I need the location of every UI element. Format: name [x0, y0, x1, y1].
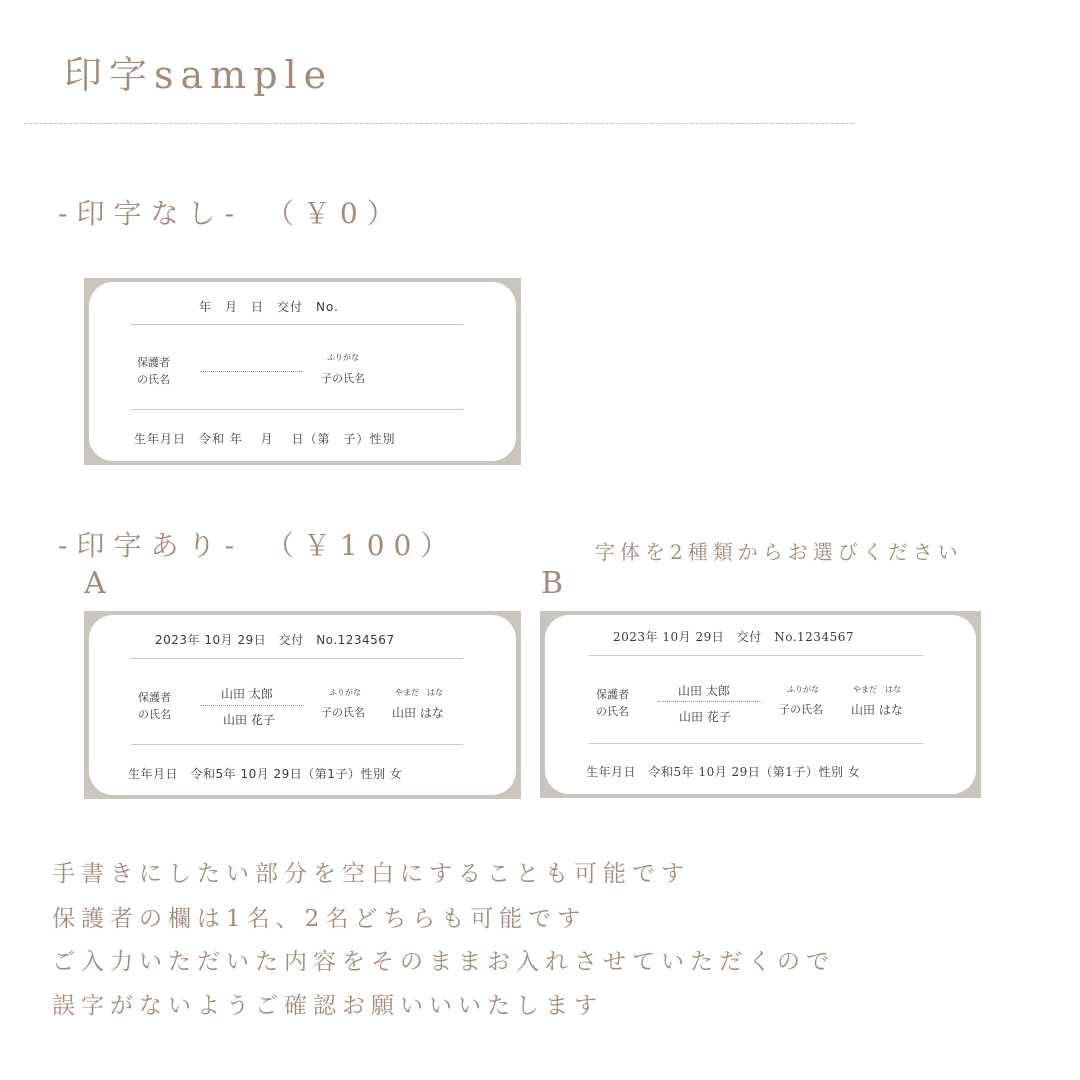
guardian-label: の氏名 — [137, 373, 170, 386]
card-rule — [131, 324, 463, 325]
card-rule — [131, 658, 463, 659]
guardian-label: の氏名 — [596, 705, 629, 718]
section-label-with-print: -印字あり- （￥100） — [58, 529, 458, 562]
variant-label-b: B — [541, 566, 564, 601]
guardian-name-1: 山田 太郎 — [678, 684, 730, 698]
guardian-name-2: 山田 花子 — [223, 713, 275, 727]
note-line: 保護者の欄は1名、2名どちらも可能です — [52, 906, 587, 932]
card-header: 年 月 日 交付 No. — [199, 300, 339, 314]
sample-card-a — [84, 611, 521, 799]
child-name: 山田 はな — [851, 703, 903, 717]
furigana-label: ふりがな — [329, 688, 361, 697]
section-label-no-print: -印字なし- （￥0） — [58, 197, 404, 230]
guardian-label: 保護者 — [138, 691, 171, 704]
guardian-name-1: 山田 太郎 — [221, 687, 273, 701]
guardian-name-line — [658, 701, 762, 702]
note-line: 誤字がないようご確認お願いいいたします — [52, 993, 603, 1019]
card-rule — [589, 743, 923, 744]
child-name: 山田 はな — [392, 706, 444, 720]
card-header: 2023年 10月 29日 交付 No.1234567 — [613, 630, 854, 644]
furigana-label: ふりがな — [787, 685, 819, 694]
note-line: 手書きにしたい部分を空白にすることも可能です — [52, 861, 690, 887]
page-title: 印字sample — [64, 53, 334, 97]
variant-label-a: A — [84, 566, 106, 601]
guardian-name-line — [200, 371, 302, 372]
furigana-label: ふりがな — [327, 353, 359, 362]
birth-row: 生年月日 令和 年 月 日（第 子）性別 — [134, 432, 396, 446]
sample-card-b — [540, 611, 981, 798]
birth-row: 生年月日 令和5年 10月 29日（第1子）性別 女 — [586, 765, 861, 779]
guardian-label: 保護者 — [596, 688, 629, 701]
card-rule — [131, 744, 463, 745]
child-furigana: やまだ はな — [853, 685, 901, 694]
card-rule — [131, 409, 463, 410]
guardian-label: の氏名 — [138, 708, 171, 721]
guardian-name-line — [200, 705, 304, 706]
blank-card-sample — [84, 278, 521, 465]
font-choice-note: 字体を2種類からお選びください — [595, 540, 963, 564]
guardian-label: 保護者 — [137, 356, 170, 369]
child-name-label: 子の氏名 — [321, 372, 365, 385]
title-divider — [24, 123, 854, 124]
child-name-label: 子の氏名 — [779, 703, 823, 716]
child-name-label: 子の氏名 — [321, 706, 365, 719]
card-rule — [589, 655, 923, 656]
birth-row: 生年月日 令和5年 10月 29日（第1子）性別 女 — [128, 767, 403, 781]
note-line: ご入力いただいた内容をそのままお入れさせていただくので — [52, 949, 835, 975]
guardian-name-2: 山田 花子 — [679, 710, 731, 724]
card-header: 2023年 10月 29日 交付 No.1234567 — [155, 633, 395, 647]
child-furigana: やまだ はな — [395, 688, 443, 697]
